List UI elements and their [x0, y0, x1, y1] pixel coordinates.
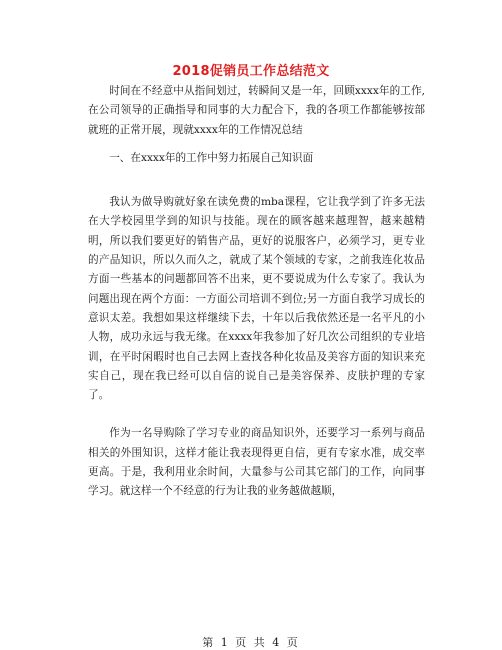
document-body	[88, 82, 425, 502]
paragraph-intro: 时间在不经意中从指间划过，转瞬间又是一年，回顾xxxx年的工作,在公司领导的正确指导和同事的大力配合下，我的各项工作都能够按部就班的正常开展，现就xxxx年的工作情况总结	[88, 85, 425, 136]
section-heading-1: 一、在xxxx年的工作中努力拓展自己知识面	[109, 151, 314, 164]
document-title: 2018促销员工作总结范文	[172, 64, 330, 79]
paragraph-external-knowledge: 作为一名导购除了学习专业的商品知识外，还要学习一系列与商品相关的外围知识，这样才能让我表现得更自信，更有专家水准，成交率更高。于是，我利用业余时间，大量参与公司其它部门的工作，向同事学习。就这样一个不经意的行为让我的业务越做越顺，	[88, 427, 425, 498]
page-footer: 第 1 页 共 4 页	[202, 636, 300, 649]
paragraph-knowledge: 我认为做导购就好象在读免费的mba课程，它让我学到了许多无法在大学校园里学到的知识与技能。现在的顾客越来越理智，越来越精明，所以我们要更好的销售产品，更好的说服客户，必须学习，更专业的产品知识，所以久而久之，就成了某个领域的专家，之前我连化妆品方面一些基本的问题都回答不出来，更不要说成为什么专家了。我认为问题出现在两个方面：一方面公司培训不到位;另一方面自我学习成长的意识太差。我想如果这样继续下去，十年以后我依然还是一名平凡的小人物，成功永远与我无缘。在xxxx年我参加了好几次公司组织的专业培训，在平时闲暇时也自己去网上查找各种化妆品及美容方面的知识来充实自己，现在我已经可以自信的说自己是美容保养、皮肤护理的专家了。	[88, 196, 425, 402]
